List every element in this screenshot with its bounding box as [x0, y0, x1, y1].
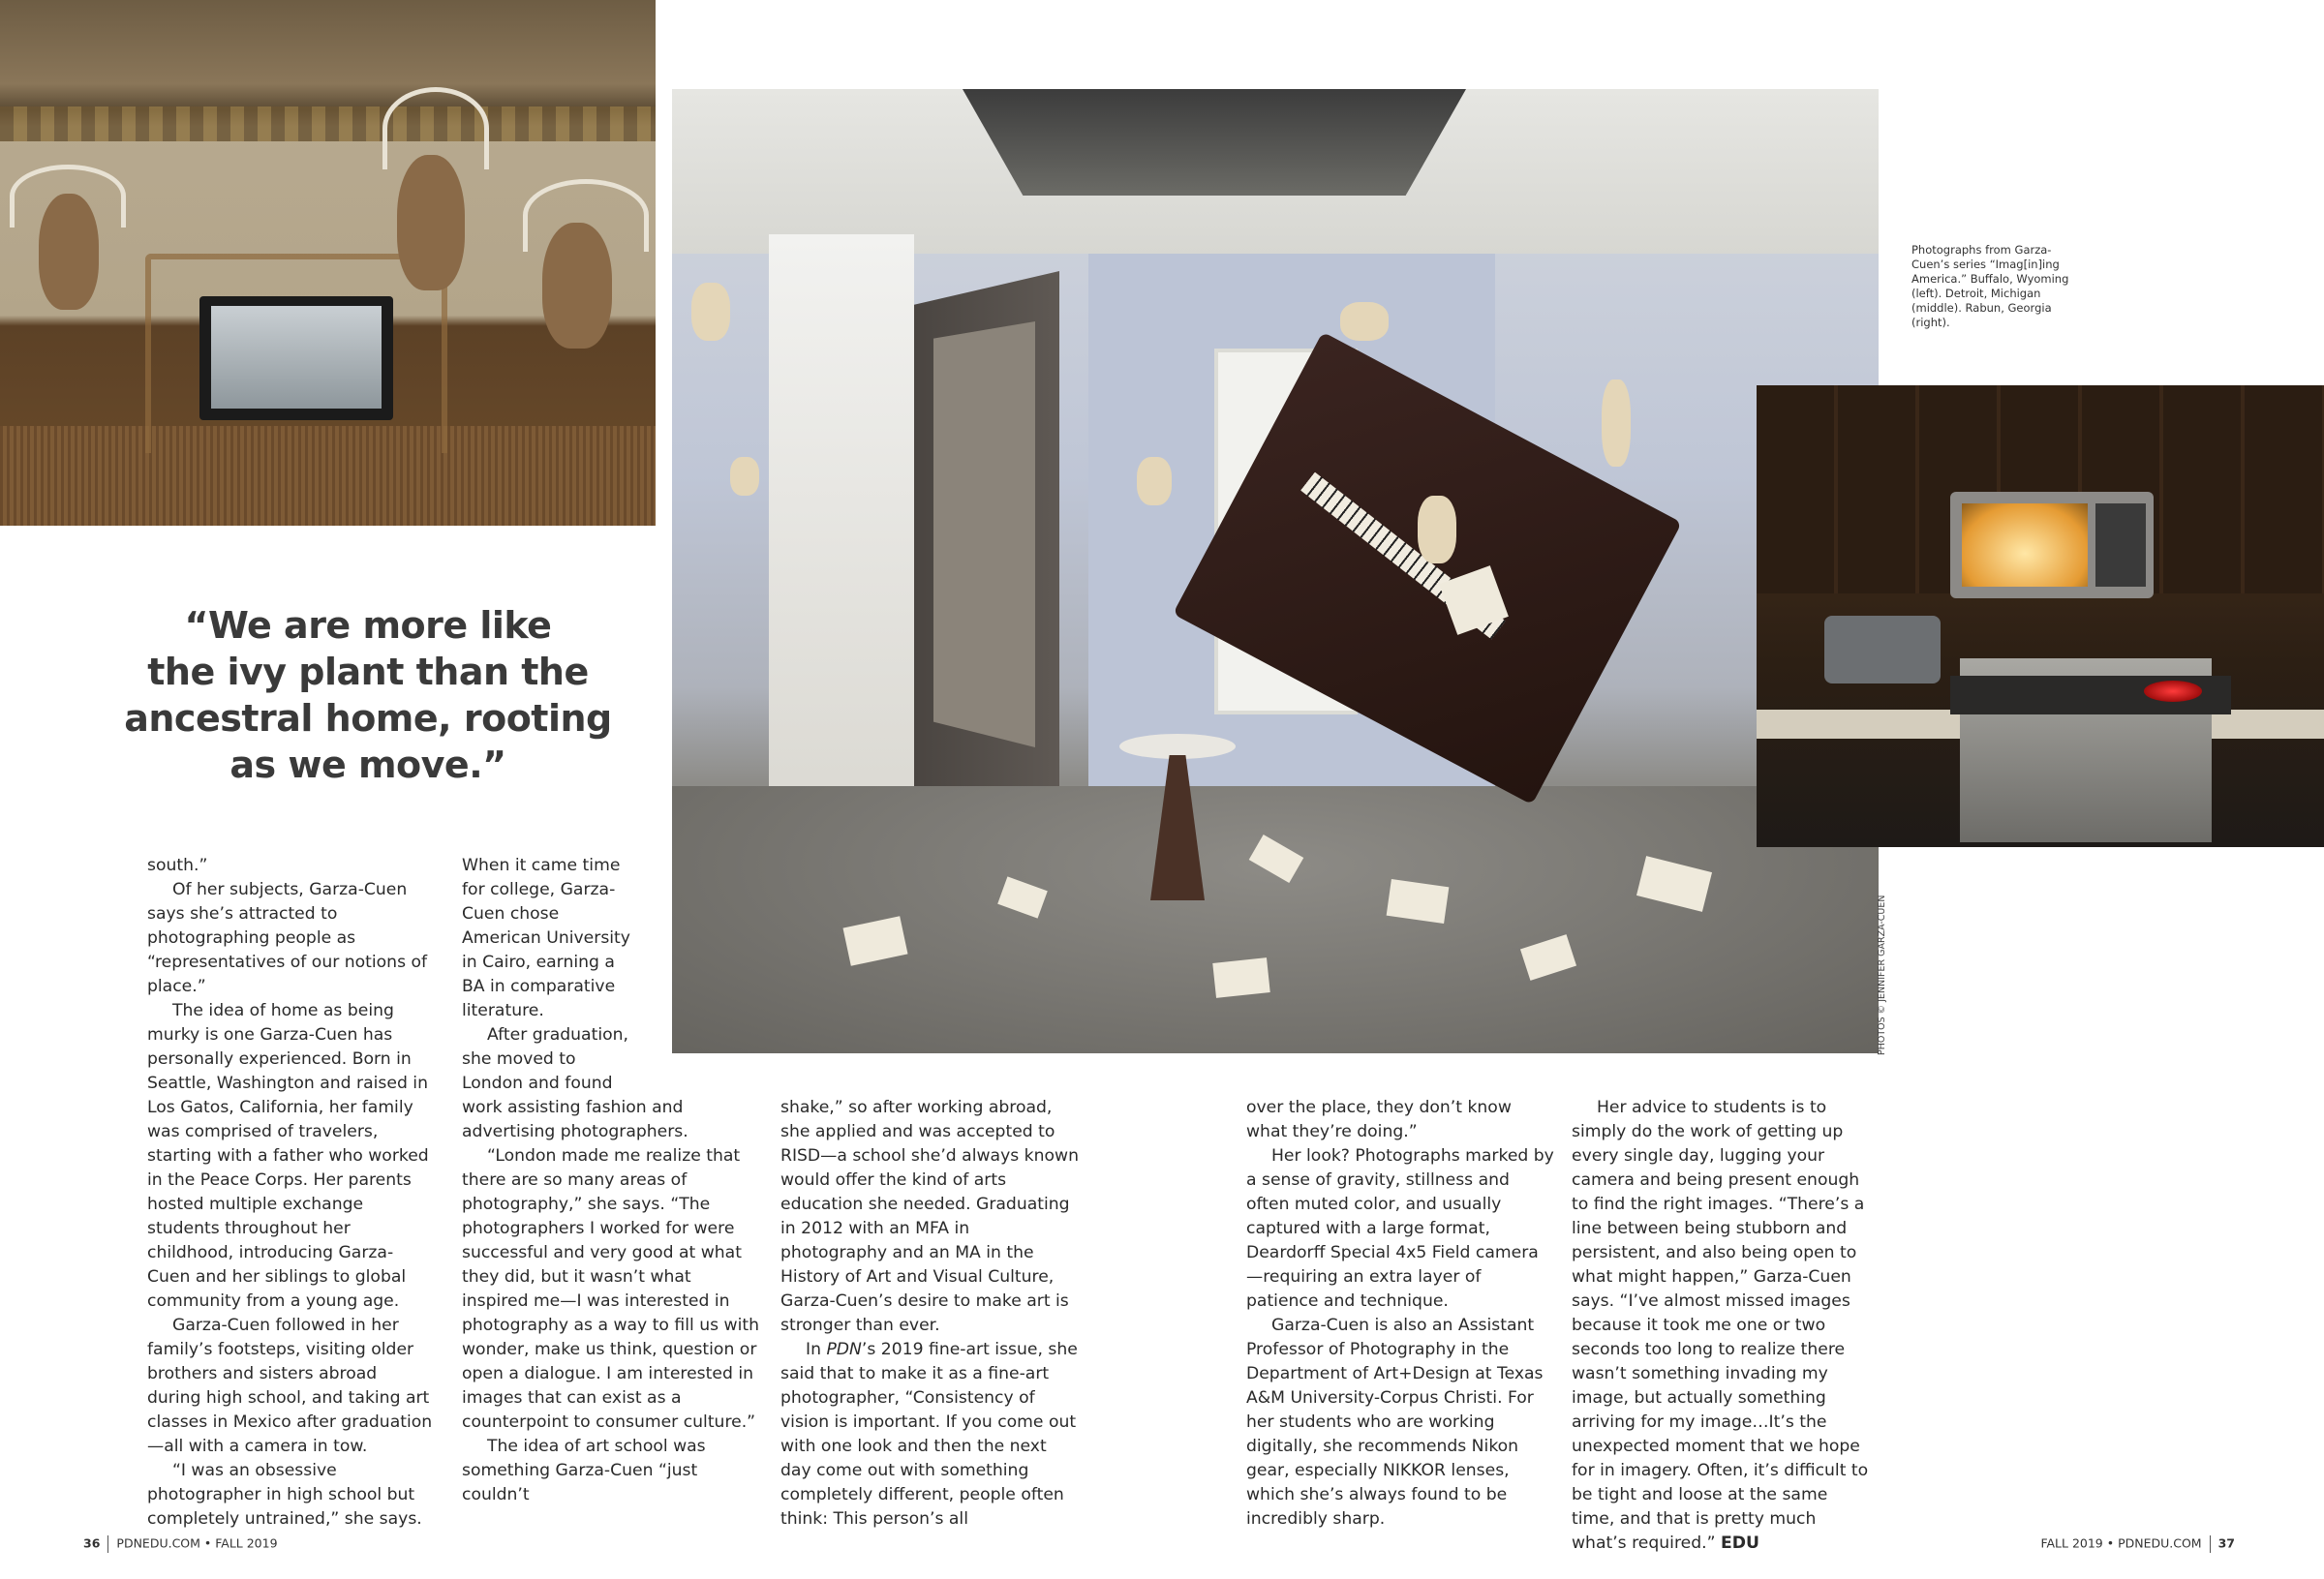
- folio-left: [83, 1535, 278, 1553]
- deer-mount-top: [397, 155, 465, 290]
- ceiling-hole: [963, 89, 1466, 196]
- debris-floor: [672, 786, 1879, 1053]
- body-column-2-narrow: [462, 854, 631, 1096]
- paragraph: [1572, 1096, 1874, 1556]
- paragraph: work assisting fashion and advertising photographers.: [462, 1098, 688, 1141]
- end-mark: EDU: [1720, 1533, 1759, 1553]
- photo-rabun-georgia: [1757, 385, 2324, 847]
- paragraph: “London made me realize that there are so many areas of photography,” she says. “The photographers I worked for were successful and very good at what they did, but it wasn’t what inspired me—I was interested in photography as a way to fill us with wonder, make us think, question or open a dialogue. I am interested in images that can exist as a counterpoint to consumer culture.”: [462, 1146, 760, 1432]
- peeling-paint: [1418, 496, 1456, 563]
- page-number: 36: [83, 1535, 101, 1551]
- pull-quote-line: as we move.”: [229, 744, 506, 786]
- paragraph: Garza-Cuen followed in her family’s footsteps, visiting older brothers and sisters abroad during high school, and taking art classes in Mexico after graduation—all with a camera in tow.: [147, 1316, 433, 1456]
- paragraph: The idea of home as being murky is one Garza-Cuen has personally experienced. Born in Seattle, Washington and raised in Los Gatos, California, her family was comprised of travelers, starting with a father who worked in the Peace Corps. Her parents hosted multiple exchange students throughout her childhood, introducing Garza-Cuen and her siblings to global community from a young age.: [147, 1001, 429, 1311]
- folio-divider: [107, 1535, 108, 1553]
- body-column-4: [1246, 1096, 1554, 1532]
- peeling-paint: [1340, 302, 1389, 341]
- pull-quote-line: the ivy plant than the: [147, 651, 589, 693]
- text-run: ’s 2019 fine-art issue, she said that to make it as a fine-art photographer, “Consistency of vision is important. If you come out with one look and then the next day come out with something completely different, people often think: This person’s all: [780, 1340, 1078, 1529]
- pull-quote-line: “We are more like: [184, 604, 552, 647]
- paragraph: Of her subjects, Garza-Cuen says she’s attracted to photographing people as “representatives of our notions of place.”: [147, 880, 428, 996]
- paragraph: [780, 1338, 1081, 1532]
- door-glass-panel: [933, 321, 1035, 747]
- folio-text: FALL 2019 • PDNEDU.COM: [2040, 1535, 2202, 1551]
- peeling-paint: [1602, 380, 1631, 467]
- body-column-5: [1572, 1096, 1874, 1556]
- serving-tray: [1824, 616, 1941, 683]
- folio-text: PDNEDU.COM • FALL 2019: [116, 1535, 278, 1551]
- paragraph: “I was an obsessive photographer in high school but completely untrained,” she says.: [147, 1461, 422, 1529]
- paragraph: When it came time for college, Garza-Cuen chose American University in Cairo, earning a BA in comparative literature.: [462, 856, 630, 1020]
- paragraph: shake,” so after working abroad, she applied and was accepted to RISD—a school she’d always known would offer the kind of arts education she needed. Graduating in 2012 with an MFA in photography and an MA in the History of Art and Visual Culture, Garza-Cuen’s desire to make art is stronger than ever.: [780, 1098, 1079, 1335]
- photo-credit-text: PHOTOS © JENNIFER GARZA-CUEN: [1877, 895, 1887, 1055]
- body-column-3: [780, 1096, 1081, 1532]
- sheet-music: [1387, 879, 1450, 924]
- paragraph: over the place, they don’t know what they’re doing.”: [1246, 1098, 1512, 1141]
- glowing-burner: [2144, 681, 2202, 702]
- publication-name: PDN: [826, 1340, 862, 1359]
- antlers-top: [382, 87, 489, 169]
- page-number: 37: [2217, 1535, 2235, 1551]
- text-run: In: [806, 1340, 827, 1359]
- television-screen: [211, 306, 382, 409]
- sheet-music: [1212, 957, 1269, 998]
- peeling-paint: [691, 283, 730, 341]
- microwave-panel: [2095, 503, 2146, 587]
- paragraph: Her look? Photographs marked by a sense of gravity, stillness and often muted color, and usually captured with a large format, Deardorff Special 4x5 Field camera—requiring an extra layer of patience and technique.: [1246, 1146, 1554, 1311]
- body-column-1: [147, 854, 433, 1532]
- peeling-paint: [730, 457, 759, 496]
- photo-detroit-michigan: [672, 89, 1879, 1053]
- peeling-paint: [1137, 457, 1172, 505]
- photo-caption: Photographs from Garza-Cuen’s series “Imag[in]ing America.” Buffalo, Wyoming (left). Detroit, Michigan (middle). Rabun, Georgia (right).: [1911, 243, 2069, 329]
- folio-right: [2040, 1535, 2235, 1553]
- doorway: [769, 234, 914, 873]
- photo-buffalo-wyoming: [0, 0, 656, 526]
- pull-quote: [116, 602, 620, 788]
- paragraph: The idea of art school was something Garza-Cuen “just couldn’t: [462, 1437, 706, 1504]
- photo-credit: [1877, 896, 1889, 1055]
- ceiling-trim: [0, 106, 656, 141]
- text-run: Her advice to students is to simply do the work of getting up every single day, lugging your camera and being present enough to find the right images. “There’s a line between being stubborn and persistent, and also being open to what might happen,” Garza-Cuen says. “I’ve almost missed images because it took me one or two seconds too long to realize there wasn’t something invading my image, but actually something arriving for my image…It’s the unexpected moment that we hope for in imagery. Often, it’s difficult to be tight and loose at the same time, and that is pretty much what’s required.”: [1572, 1098, 1869, 1553]
- antlers-left: [10, 165, 126, 228]
- folio-divider: [2210, 1535, 2211, 1553]
- body-column-2: [462, 1096, 762, 1507]
- pull-quote-line: ancestral home, rooting: [124, 697, 612, 740]
- paragraph: Garza-Cuen is also an Assistant Professor of Photography in the Department of Art+Design at Texas A&M University-Corpus Christi. For her students who are working digitally, she recommends Nikon gear, especially NIKKOR lenses, which she’s always found to be incredibly sharp.: [1246, 1316, 1544, 1529]
- antlers-right: [523, 179, 649, 252]
- paragraph: south.”: [147, 856, 208, 875]
- paragraph: After graduation, she moved to London and found: [462, 1025, 628, 1093]
- microwave-window-glow: [1962, 503, 2088, 587]
